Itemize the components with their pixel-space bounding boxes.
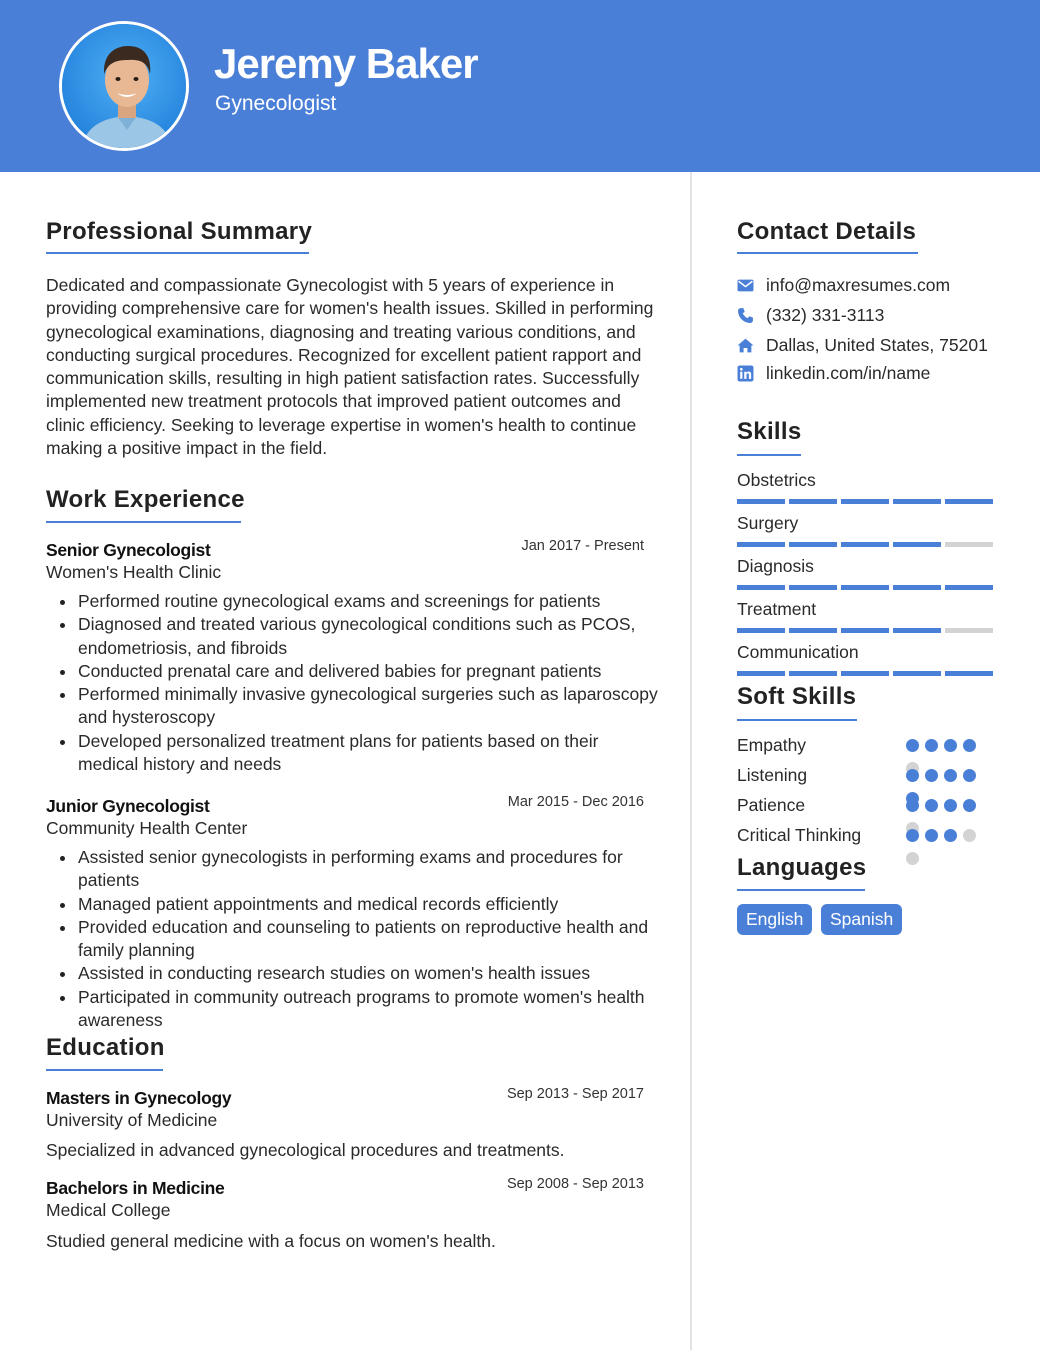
skill-level-segment <box>893 671 941 676</box>
contact-email[interactable] <box>737 274 950 296</box>
rating-dot <box>925 829 938 842</box>
skill-level-segment <box>893 499 941 504</box>
skill-level-segment <box>841 671 889 676</box>
skill-level-segment <box>789 671 837 676</box>
skill-name: Obstetrics <box>737 470 816 490</box>
skill-bar <box>737 671 993 676</box>
skill-name: Communication <box>737 642 859 662</box>
list-item: Conducted prenatal care and delivered babies for pregnant patients <box>78 660 658 683</box>
linkedin-icon <box>737 365 754 382</box>
skill-name: Treatment <box>737 599 817 619</box>
rating-dot <box>925 799 938 812</box>
summary-underline <box>46 252 309 254</box>
soft-skill-name: Patience <box>737 795 806 815</box>
contact-heading: Contact Details <box>737 218 917 245</box>
list-item: Diagnosed and treated various gynecological conditions such as PCOS, endometriosis, and fibroids <box>78 613 658 660</box>
rating-dot <box>906 852 919 865</box>
skill-level-segment <box>789 499 837 504</box>
contact-phone[interactable] <box>737 304 884 326</box>
soft-skills-heading: Soft Skills <box>737 683 857 710</box>
soft-skill-name: Critical Thinking <box>737 825 862 845</box>
list-item: Managed patient appointments and medical records efficiently <box>78 893 658 916</box>
rating-dot <box>925 739 938 752</box>
rating-dot <box>963 769 976 782</box>
phone-icon <box>737 307 754 324</box>
summary-heading: Professional Summary <box>46 218 313 245</box>
language-badge: English <box>737 904 812 935</box>
skill-bar <box>737 628 993 633</box>
rating-dot <box>963 739 976 752</box>
list-item: Provided education and counseling to patients on reproductive health and family planning <box>78 916 658 963</box>
skill-level-segment <box>893 542 941 547</box>
job-company: Community Health Center <box>46 818 248 838</box>
languages-heading: Languages <box>737 854 867 881</box>
skill-level-segment <box>945 671 993 676</box>
skill-level-segment <box>945 542 993 547</box>
skill-level-segment <box>893 628 941 633</box>
rating-dot <box>906 829 919 842</box>
rating-dot <box>944 769 957 782</box>
list-item: Participated in community outreach programs to promote women's health awareness <box>78 986 658 1033</box>
language-badge: Spanish <box>821 904 902 935</box>
soft-skills-underline <box>737 719 857 721</box>
contact-underline <box>737 252 918 254</box>
header-banner <box>0 0 1040 172</box>
skill-level-segment <box>737 628 785 633</box>
rating-dot <box>925 769 938 782</box>
degree-description: Specialized in advanced gynecological procedures and treatments. <box>46 1140 565 1160</box>
phone-text[interactable]: (332) 331-3113 <box>766 304 885 325</box>
experience-underline <box>46 521 241 523</box>
list-item: Performed minimally invasive gynecological surgeries such as laparoscopy and hysteroscopy <box>78 683 658 730</box>
school-name: Medical College <box>46 1200 171 1220</box>
skill-bar <box>737 585 993 590</box>
skill-level-segment <box>737 499 785 504</box>
rating-dot <box>963 829 976 842</box>
skills-heading: Skills <box>737 418 802 445</box>
summary-text: Dedicated and compassionate Gynecologist with 5 years of experience in providing comprehensive care for women's health issues. Skilled in performing gynecological examinations, diagnosing and treating various conditions, and conducting surgical procedures. Recognized for excellent patient rapport and communication skills, resulting in high patient satisfaction rates. Successfully implemented new treatment protocols that improved patient outcomes and clinic efficiency. Seeking to leverage expertise in women's health to continue making a positive impact in the field. <box>46 275 654 459</box>
languages-underline <box>737 889 865 891</box>
degree-title: Bachelors in Medicine <box>46 1178 225 1198</box>
email-text[interactable]: info@maxresumes.com <box>766 274 951 295</box>
skill-level-segment <box>737 671 785 676</box>
degree-title: Masters in Gynecology <box>46 1088 232 1108</box>
skill-level-segment <box>789 585 837 590</box>
education-underline <box>46 1069 163 1071</box>
candidate-name: Jeremy Baker <box>214 40 478 87</box>
rating-dot <box>906 739 919 752</box>
address-text: Dallas, United States, 75201 <box>766 334 988 355</box>
skill-bar <box>737 542 993 547</box>
rating-dot <box>944 799 957 812</box>
job-company: Women's Health Clinic <box>46 562 222 582</box>
envelope-icon <box>737 277 754 294</box>
skill-bar <box>737 499 993 504</box>
skill-level-segment <box>945 585 993 590</box>
experience-heading: Work Experience <box>46 486 245 513</box>
job-bullets <box>78 590 658 776</box>
skill-name: Surgery <box>737 513 799 533</box>
rating-dot <box>906 769 919 782</box>
list-item: Assisted senior gynecologists in performing exams and procedures for patients <box>78 846 658 893</box>
skill-level-segment <box>841 542 889 547</box>
candidate-title: Gynecologist <box>215 92 337 115</box>
skill-level-segment <box>945 499 993 504</box>
skill-level-segment <box>737 542 785 547</box>
rating-dot <box>963 799 976 812</box>
avatar <box>59 21 189 151</box>
list-item: Assisted in conducting research studies on women's health issues <box>78 962 658 985</box>
job-dates: Mar 2015 - Dec 2016 <box>507 794 644 810</box>
soft-skill-name: Listening <box>737 765 808 785</box>
soft-skill-name: Empathy <box>737 735 807 755</box>
rating-dot <box>944 739 957 752</box>
list-item: Performed routine gynecological exams and screenings for patients <box>78 590 658 613</box>
contact-address <box>737 334 988 356</box>
rating-dot <box>944 829 957 842</box>
skills-underline <box>737 454 801 456</box>
avatar-photo <box>62 24 189 151</box>
skill-level-segment <box>841 499 889 504</box>
skill-level-segment <box>789 628 837 633</box>
rating-dot <box>906 799 919 812</box>
skill-level-segment <box>737 585 785 590</box>
degree-dates: Sep 2013 - Sep 2017 <box>506 1086 644 1102</box>
degree-description: Studied general medicine with a focus on women's health. <box>46 1231 496 1251</box>
skill-level-segment <box>789 542 837 547</box>
column-divider <box>690 172 692 1350</box>
skill-level-segment <box>945 628 993 633</box>
school-name: University of Medicine <box>46 1110 218 1130</box>
skill-name: Diagnosis <box>737 556 814 576</box>
job-bullets <box>78 846 658 1032</box>
job-dates: Jan 2017 - Present <box>521 538 644 554</box>
skill-level-segment <box>841 585 889 590</box>
home-icon <box>737 337 754 354</box>
education-heading: Education <box>46 1034 165 1061</box>
contact-linkedin[interactable] <box>737 362 930 384</box>
list-item: Developed personalized treatment plans for patients based on their medical history and needs <box>78 730 658 777</box>
linkedin-text[interactable]: linkedin.com/in/name <box>766 362 931 383</box>
degree-dates: Sep 2008 - Sep 2013 <box>506 1176 644 1192</box>
skill-level-segment <box>841 628 889 633</box>
job-title: Junior Gynecologist <box>46 796 210 816</box>
job-title: Senior Gynecologist <box>46 540 211 560</box>
skill-level-segment <box>893 585 941 590</box>
